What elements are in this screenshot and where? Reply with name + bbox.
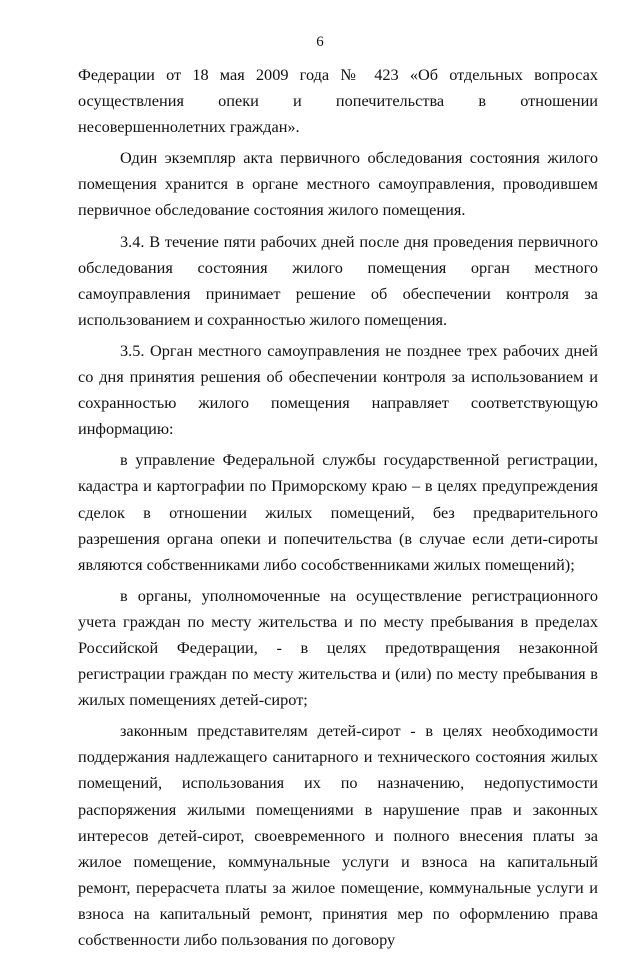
paragraph-act-copy: Один экземпляр акта первичного обследования состояния жилого помещения хранится в органе местного самоуправления, проводившем первичное обследование состояния жилого помещения. xyxy=(78,148,598,220)
paragraph-registration-bodies: в органы, уполномоченные на осуществление регистрационного учета граждан по месту жительства и по месту пребывания в пределах Российской Федерации, - в целях предотвращения незаконной регистрации граждан по месту жительства и (или) по месту пребывания в жилых помещениях детей-сирот; xyxy=(78,585,598,710)
paragraph-legal-representatives: законным представителям детей-сирот - в целях необходимости поддержания надлежащего санитарного и технического состояния жилых помещений, использования их по назначению, недопустимости распоряжения жилыми помещениями в нарушение прав и законных интересов детей-сирот, своевременного и полного внесения платы за жилое помещение, коммунальные услуги и взноса на капитальный ремонт, перерасчета платы за жилое помещение, коммунальные услуги и взноса на капитальный ремонт, принятия мер по оформлению права собственности либо пользования по договору xyxy=(78,721,598,949)
document-body xyxy=(78,62,598,953)
paragraph-continuation: Федерации от 18 мая 2009 года № 423 «Об отдельных вопросах осуществления опеки и попечительства в отношении несовершеннолетних граждан». xyxy=(78,65,598,137)
page-number: 6 xyxy=(316,34,324,50)
paragraph-clause-3-4: 3.4. В течение пяти рабочих дней после дня проведения первичного обследования состояния жилого помещения орган местного самоуправления принимает решение об обеспечении контроля за использованием и сохранностью жилого помещения. xyxy=(78,231,598,329)
paragraph-clause-3-5: 3.5. Орган местного самоуправления не позднее трех рабочих дней со дня принятия решения об обеспечении контроля за использованием и сохранностью жилого помещения направляет соответствующую информацию: xyxy=(78,340,598,439)
paragraph-rosreestr: в управление Федеральной службы государственной регистрации, кадастра и картографии по Приморскому краю – в целях предупреждения сделок в отношении жилых помещений, без предварительного разрешения органа опеки и попечительства (в случае если дети-сироты являются собственниками либо сособственниками жилых помещений); xyxy=(78,450,598,574)
